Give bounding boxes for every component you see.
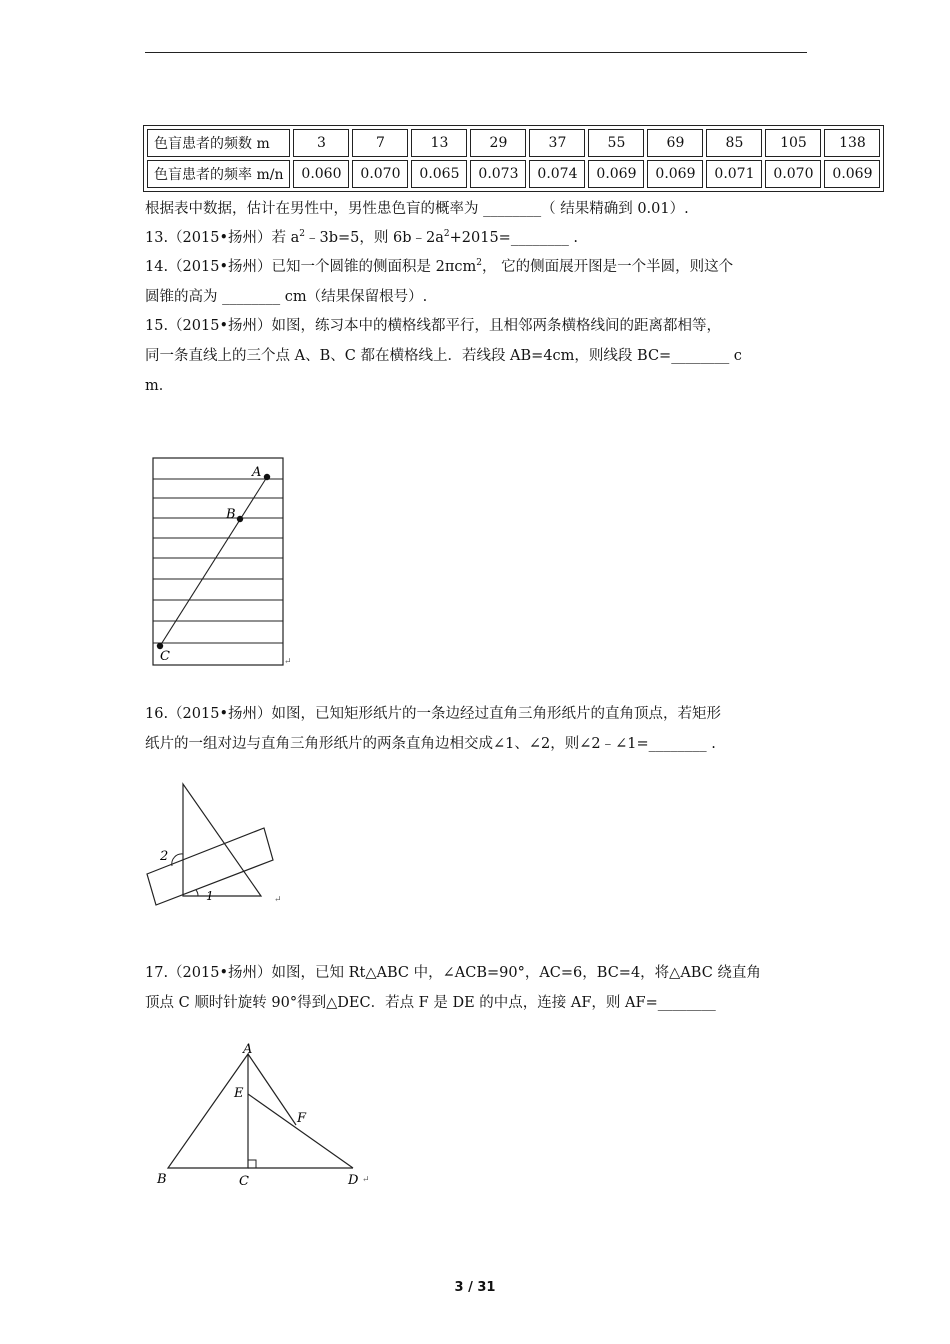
table-cell: 29 xyxy=(470,129,526,157)
table-cell: 55 xyxy=(588,129,644,157)
q14-part: ， 它的侧面展开图是一个半圆，则这个 xyxy=(481,259,734,275)
table-cell: 85 xyxy=(706,129,762,157)
table-cell: 0.069 xyxy=(588,160,644,188)
q12-conclusion: 根据表中数据，估计在男性中，男性患色盲的概率为 ________（ 结果精确到 0.01）. xyxy=(145,201,689,217)
point-a xyxy=(264,474,270,480)
table-row xyxy=(147,160,880,188)
table-cell: 105 xyxy=(765,129,821,157)
right-angle-mark xyxy=(248,1160,256,1168)
table-cell: 69 xyxy=(647,129,703,157)
table-cell: 0.074 xyxy=(529,160,585,188)
q17-line2: 顶点 C 顺时针旋转 90°得到△DEC．若点 F 是 DE 的中点，连接 AF，则 AF=________ xyxy=(145,995,716,1011)
return-mark: ↵ xyxy=(274,895,282,905)
label-c: C xyxy=(160,649,170,664)
table-cell: 0.071 xyxy=(706,160,762,188)
table-cell: 0.065 xyxy=(411,160,467,188)
table-cell: 3 xyxy=(293,129,349,157)
figure-triangle-rectangle xyxy=(140,778,300,908)
table-cell: 0.060 xyxy=(293,160,349,188)
label-a: A xyxy=(252,465,262,480)
row-label: 色盲患者的频率 m/n xyxy=(147,160,290,188)
angle-1-arc xyxy=(196,890,198,896)
label-e: E xyxy=(234,1086,244,1101)
table-cell: 7 xyxy=(352,129,408,157)
q14-line1 xyxy=(145,257,733,277)
q13-part: ﹣3b=5，则 6b﹣2a xyxy=(305,230,444,246)
page-number: 3 / 31 xyxy=(454,1280,496,1295)
row-label: 色盲患者的频数 m xyxy=(147,129,290,157)
notebook-border xyxy=(153,458,283,665)
q17-line1: 17.（2015•扬州）如图，已知 Rt△ABC 中，∠ACB=90°，AC=6，BC=4，将△ABC 绕直角 xyxy=(145,965,761,981)
angle-2-label: 2 xyxy=(160,849,169,864)
label-b: B xyxy=(226,507,236,522)
label-a: A xyxy=(243,1042,253,1057)
superscript: 2 xyxy=(443,229,450,240)
q13-part: +2015=________ . xyxy=(449,230,579,246)
table-cell: 0.073 xyxy=(470,160,526,188)
return-mark: ↵ xyxy=(284,657,292,667)
figure-notebook-lines xyxy=(148,452,308,674)
q14-part: 14.（2015•扬州）已知一个圆锥的侧面积是 2πcm xyxy=(145,259,477,275)
q16-line2: 纸片的一组对边与直角三角形纸片的两条直角边相交成∠1、∠2，则∠2﹣∠1=________ . xyxy=(145,736,716,752)
table-cell: 37 xyxy=(529,129,585,157)
label-d: D xyxy=(348,1173,359,1188)
q13-part: 13.（2015•扬州）若 a xyxy=(145,230,300,246)
notebook-lines xyxy=(153,479,283,643)
table-cell: 0.069 xyxy=(824,160,880,188)
q15-line1: 15.（2015•扬州）如图，练习本中的横格线都平行，且相邻两条横格线间的距离都相等， xyxy=(145,318,722,334)
angle-1-label: 1 xyxy=(206,889,214,903)
frequency-table xyxy=(143,125,884,192)
header-rule xyxy=(145,52,807,53)
table-cell: 0.070 xyxy=(352,160,408,188)
table-cell: 0.070 xyxy=(765,160,821,188)
segment-af xyxy=(248,1054,296,1125)
label-c: C xyxy=(239,1174,249,1189)
segment-ed xyxy=(248,1094,353,1168)
table-cell: 0.069 xyxy=(647,160,703,188)
q14-line2: 圆锥的高为 ________ cm（结果保留根号）. xyxy=(145,289,428,305)
label-f: F xyxy=(297,1111,307,1126)
table-cell: 138 xyxy=(824,129,880,157)
q16-line1: 16.（2015•扬州）如图，已知矩形纸片的一条边经过直角三角形纸片的直角顶点，若矩形 xyxy=(145,706,722,722)
superscript: 2 xyxy=(299,229,306,240)
triangle-abc xyxy=(168,1054,248,1168)
table-cell: 13 xyxy=(411,129,467,157)
table-row xyxy=(147,129,880,157)
figure-rotated-triangles xyxy=(150,1040,380,1195)
label-b: B xyxy=(157,1172,167,1187)
return-mark: ↵ xyxy=(362,1175,370,1185)
q15-line3: m． xyxy=(145,378,174,394)
superscript: 2 xyxy=(476,258,482,269)
q15-line2: 同一条直线上的三个点 A、B、C 都在横格线上．若线段 AB=4cm，则线段 BC=________ c xyxy=(145,348,742,364)
point-b xyxy=(237,516,243,522)
q13-text xyxy=(145,228,578,248)
